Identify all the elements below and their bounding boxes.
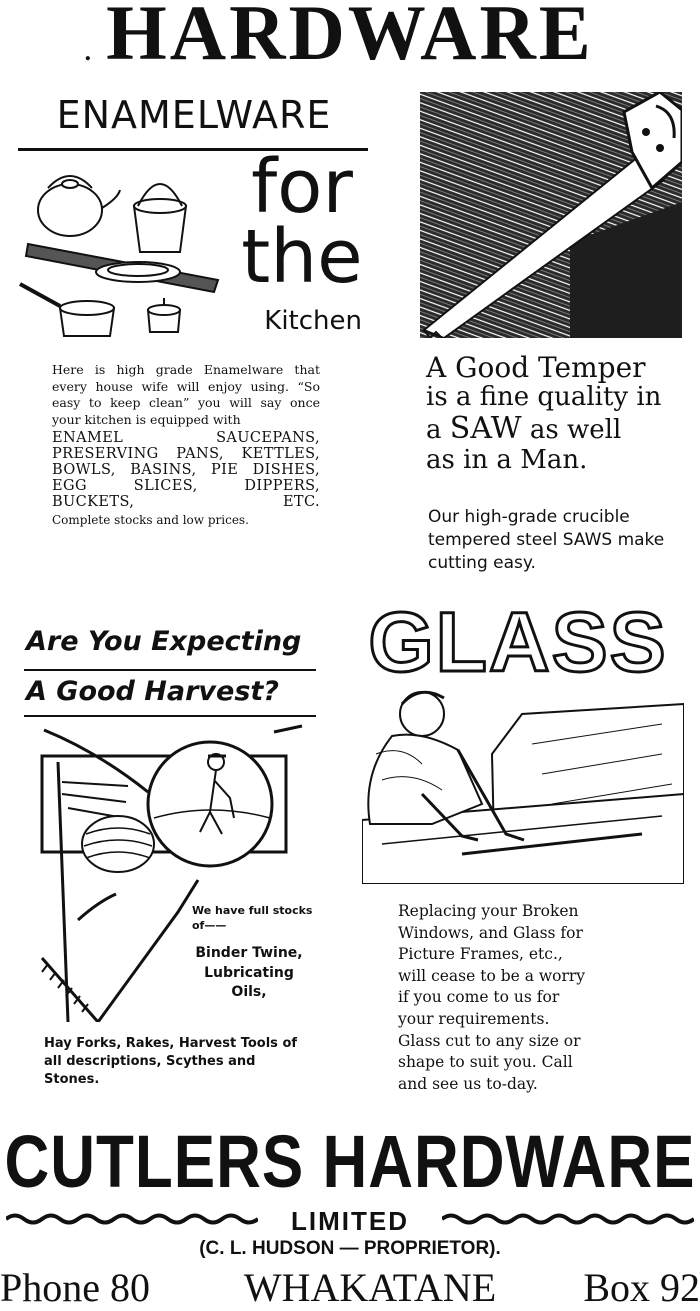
glass-line: and see us to-day. xyxy=(398,1074,538,1093)
enamelware-footer-text: Complete stocks and low prices. xyxy=(52,513,249,527)
phone-number: Phone 80 xyxy=(0,1265,150,1310)
proprietor-text: (C. L. HUDSON — PROPRIETOR). xyxy=(199,1238,501,1259)
saw-word: SAW xyxy=(449,411,522,447)
saw-illustration xyxy=(420,92,682,338)
saw-line-2: is a fine quality in xyxy=(426,382,662,413)
harvest-divider-1 xyxy=(24,669,316,671)
saw-line-3-c: as well xyxy=(529,415,622,446)
page-title: HARDWARE xyxy=(106,0,594,76)
town-name: WHAKATANE xyxy=(243,1265,497,1310)
enamelware-body-text: Here is high grade Enamelware that every house wife will enjoy using. “So easy to keep clean” you will say once your kitchen is equipped with xyxy=(52,362,320,427)
for-the-headline xyxy=(232,144,372,301)
box-number: Box 92 xyxy=(583,1265,700,1310)
enamelware-copy xyxy=(52,362,320,529)
harvest-bottom-text: Hay Forks, Rakes, Harvest Tools of all descriptions, Scythes and Stones. xyxy=(44,1036,298,1088)
saw-line-3 xyxy=(426,412,686,446)
enamelware-illustration xyxy=(18,160,232,350)
kitchen-word: Kitchen xyxy=(264,306,362,336)
glass-copy xyxy=(398,901,638,1095)
glass-line: your requirements. xyxy=(398,1009,550,1028)
saw-headline xyxy=(426,352,686,475)
the-word: the xyxy=(241,214,363,301)
harvest-items xyxy=(190,944,308,1003)
saw-line-1: A Good Temper xyxy=(426,351,646,384)
glass-line: shape to suit you. Call xyxy=(398,1053,573,1072)
harvest-item-twine: Binder Twine, xyxy=(195,945,303,961)
header-dot: . xyxy=(84,40,92,66)
limited-text: LIMITED xyxy=(291,1206,409,1236)
enamelware-title: ENAMELWARE xyxy=(56,93,332,137)
harvest-title-line-2: A Good Harvest? xyxy=(26,676,279,707)
glass-title: GLASS xyxy=(368,595,668,689)
harvest-divider-2 xyxy=(24,715,316,717)
saw-line-3-a: a xyxy=(426,415,442,446)
glass-line: Replacing your Broken xyxy=(398,902,579,920)
harvest-stock-text: We have full stocks of—— xyxy=(192,904,313,933)
company-name: CUTLERS HARDWARE xyxy=(4,1121,696,1204)
glass-line: Glass cut to any size or xyxy=(398,1031,581,1050)
glass-line: will cease to be a worry xyxy=(398,966,586,985)
saw-line-4: as in a Man. xyxy=(426,445,588,476)
saw-description: Our high-grade crucible tempered steel SAWS make cutting easy. xyxy=(428,507,665,573)
for-word: for xyxy=(251,144,353,230)
enamelware-product-list: ENAMEL SAUCEPANS, PRESERVING PANS, KETTLES, BOWLS, BASINS, PIE DISHES, EGG SLICES, DIPPERS, BUCKETS, ETC. xyxy=(52,430,320,510)
glass-line: if you come to us for xyxy=(398,988,560,1007)
glass-line: Windows, and Glass for xyxy=(398,923,583,942)
harvest-title-line-1: Are You Expecting xyxy=(26,626,302,657)
glass-line: Picture Frames, etc., xyxy=(398,945,563,964)
glass-illustration xyxy=(362,684,684,884)
harvest-item-oils: Lubricating Oils, xyxy=(204,964,294,1001)
